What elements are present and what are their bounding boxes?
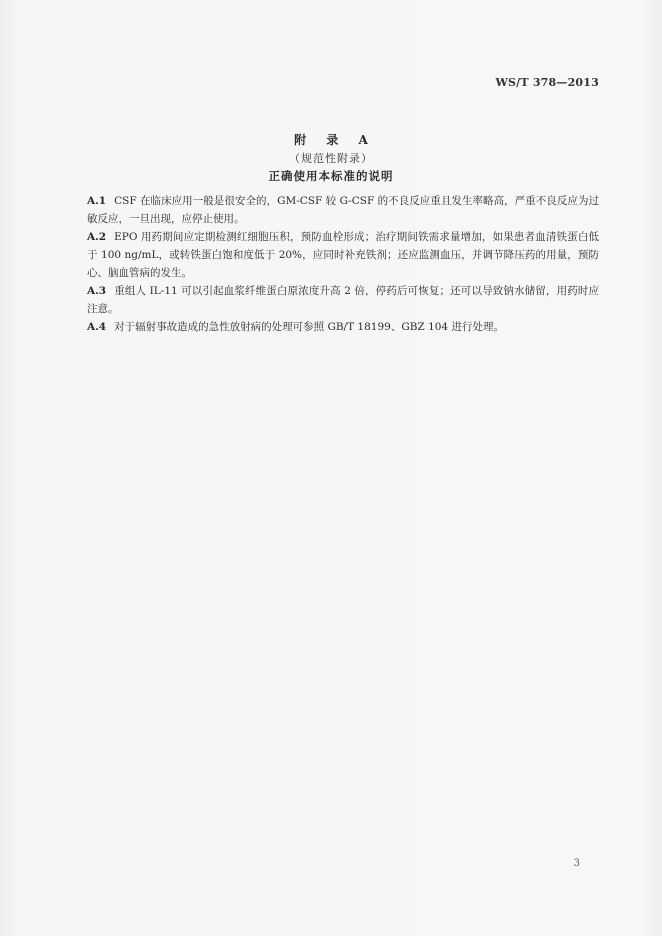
appendix-heading: 正确使用本标准的说明 — [268, 169, 394, 183]
clause-text: EPO 用药期间应定期检测红细胞压积，预防血栓形成；治疗期间铁需求量增加，如果患者血清铁蛋白低于 100 ng/mL，或转铁蛋白饱和度低于 20%，应同时补充铁剂；还应监测血压，并调节降压药的用量，预防心、脑血管病的发生。 — [87, 231, 599, 279]
appendix-subtitle: （规范性附录） — [289, 152, 373, 165]
clause-a4 — [87, 318, 599, 336]
clause-number: A.1 — [87, 195, 107, 207]
clause-text: 对于辐射事故造成的急性放射病的处理可参照 GB/T 18199、GBZ 104 进行处理。 — [114, 321, 504, 333]
clause-number: A.3 — [87, 285, 107, 297]
standard-code: WS/T 378—2013 — [495, 76, 599, 89]
clause-a3 — [87, 282, 599, 318]
clause-text: CSF 在临床应用一般是很安全的，GM-CSF 较 G-CSF 的不良反应重且发生率略高，严重不良反应为过敏反应，一旦出现，应停止使用。 — [87, 195, 599, 225]
clause-a2 — [87, 228, 599, 282]
appendix-body — [87, 192, 599, 336]
clause-number: A.2 — [87, 231, 107, 243]
page-number: 3 — [573, 858, 580, 869]
clause-a1 — [87, 192, 599, 228]
clause-text: 重组人 IL-11 可以引起血浆纤维蛋白原浓度升高 2 倍，停药后可恢复；还可以导致钠水储留，用药时应注意。 — [87, 285, 599, 315]
appendix-title: 附 录 A — [294, 133, 376, 147]
clause-number: A.4 — [87, 321, 107, 333]
